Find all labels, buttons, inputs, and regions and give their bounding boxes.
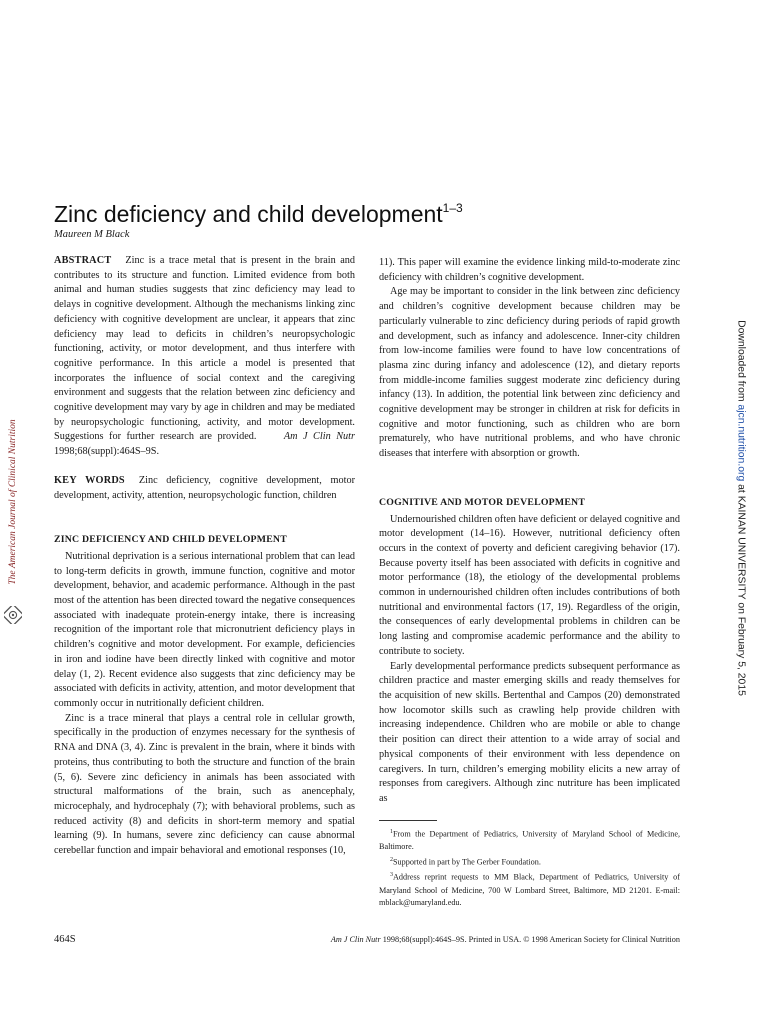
abstract-citation-details: 1998;68(suppl):464S–9S. xyxy=(54,446,160,458)
footnote-text: Address reprint requests to MM Black, Department of Pediatrics, University of Maryland School of Medicine, 700 W Lombard Street, Baltimore, MD 21201. E-mail: mblack@umaryland.edu. xyxy=(379,872,680,908)
download-notice-prefix: Downloaded from xyxy=(735,320,747,405)
footnote-text: From the Department of Pediatrics, University of Maryland School of Medicine, Baltimore. xyxy=(379,829,680,852)
journal-name: The American Journal of Clinical Nutrition xyxy=(8,419,18,585)
body-paragraph: Nutritional deprivation is a serious international problem that can lead to long-term deficits in growth, immune function, cognitive and motor development, behavior, and academic performance. Although in the past most of the attention has been directed toward the negative consequences associated with inadequate protein-energy intake, there is increasing recognition of the important role that micronutrient deficiency plays in children’s cognitive and motor development. For example, deficiencies in iron and iodine have been directly linked with cognitive and motor delay (1, 2). Recent evidence also suggests that zinc deficiency may be associated with deficits in activity, attention, and motor development that commonly occur in nutritionally deficient children. xyxy=(54,550,355,709)
article-title xyxy=(54,201,694,228)
download-notice xyxy=(736,320,747,696)
journal-name-sidebar xyxy=(4,402,22,602)
keywords-text: Zinc deficiency, cognitive development, motor development, activity, attention, neuropsychologic function, children xyxy=(54,474,355,501)
page-number: 464S xyxy=(54,934,76,945)
footnote-divider xyxy=(379,820,437,821)
footnote-marker: 1 xyxy=(390,829,393,835)
footnote-1 xyxy=(379,826,680,854)
abstract xyxy=(54,254,355,460)
footnote-3 xyxy=(379,869,680,910)
keywords xyxy=(54,474,355,503)
title-text: Zinc deficiency and child development xyxy=(54,201,443,228)
download-notice-suffix: at KAINAN UNIVERSITY on February 5, 2015 xyxy=(735,481,747,696)
body-paragraph: Early developmental performance predicts subsequent performance as children practice and master emerging skills and ready themselves for the acquisition of new skills. Bertenthal and Campos (20) demonstrated how locomotor skills such as crawling help provide children with increasing independence. Children who are mobile or able to change their position can direct their attention to a wide array of social and physical components of their environment with less dependence on caregivers. In turn, children’s emerging mobility elicits a new array of responses from caregivers. Although zinc nutriture has been implicated as xyxy=(379,660,680,804)
left-column xyxy=(54,254,355,859)
keywords-label: KEY WORDS xyxy=(54,474,125,486)
section-heading-zinc-deficiency: ZINC DEFICIENCY AND CHILD DEVELOPMENT xyxy=(54,534,287,546)
body-paragraph: Zinc is a trace mineral that plays a central role in cellular growth, specifically in the production of enzymes necessary for the synthesis of RNA and DNA (3, 4). Zinc is prevalent in the brain, where it binds with proteins, thus contributing to both the structure and function of the brain (5, 6). Severe zinc deficiency in animals has been associated with structural malformations of the brain, such as anencephaly, microcephaly, and hydrocephaly (7); with behavioral problems, such as reduced activity (8) and deficits in short-term memory and spatial learning (9). In humans, severe zinc deficiency can cause abnormal cerebellar function and impair behavioral and emotional responses (10, xyxy=(54,712,355,857)
running-footer xyxy=(240,935,680,944)
title-footnote-marks: 1–3 xyxy=(442,201,463,216)
footer-details: 1998;68(suppl):464S–9S. Printed in USA. © 1998 American Society for Clinical Nutrition xyxy=(382,935,680,944)
body-paragraph: Age may be important to consider in the link between zinc deficiency and children’s cognitive development because children may be particularly vulnerable to zinc deficiency during periods of rapid growth and development, such as infancy and adolescence. Inner-city children from low-income families were found to have low concentrations of plasma zinc during infancy and adolescence (12), and dietary reports from middle-income families suggest moderate zinc deficiency during infancy (13). In addition, the potential link between zinc deficiency and cognitive development may be stronger in children at risk for deficits in cognitive and motor functioning, such as children who are born prematurely, who have nutritional problems, and who have chronic diseases that interfere with absorption or growth. xyxy=(379,286,680,460)
footnotes xyxy=(379,826,680,910)
footnote-2 xyxy=(379,854,680,869)
footnote-text: Supported in part by The Gerber Foundation. xyxy=(393,857,541,867)
section-heading-cognitive-motor: COGNITIVE AND MOTOR DEVELOPMENT xyxy=(379,496,586,508)
abstract-text: Zinc is a trace metal that is present in the brain and contributes to its structure and function. Limited evidence from both animal and human studies suggests that zinc deficiency may lead to delays in cognitive development. Although the mechanisms linking zinc deficiency with cognitive development are unclear, it appears that zinc deficiency may lead to deficits in children’s neuropsychologic functioning, activity, or motor development, and thus interfere with cognitive performance. In this article a model is presented that incorporates the influence of social context and the caregiving environment and suggests that the relation between zinc deficiency and cognitive development may vary by age in children and may be mediated by neuropsychologic functioning, activity, and motor development. Suggestions for further research are provided. xyxy=(54,255,355,443)
source-link[interactable]: ajcn.nutrition.org xyxy=(735,404,747,482)
footnote-marker: 3 xyxy=(390,872,393,879)
footer-journal: Am J Clin Nutr xyxy=(330,935,381,944)
abstract-label: ABSTRACT xyxy=(54,255,112,266)
body-paragraph: Undernourished children often have deficient or delayed cognitive and motor development (14–16). However, nutritional deficiency often occurs in the context of poverty and deficient caregiving behavior (17). Because poverty itself has been associated with deficits in cognitive and motor performance (18), the etiology of the developmental problems common in undernourished children often includes contributions of both nutritional and environmental factors (17, 19). Regardless of the origin, the consequences of early developmental problems in children can be long lasting and compromise academic performance and the ability to contribute to society. xyxy=(379,513,680,657)
journal-seal-icon xyxy=(4,606,22,624)
abstract-citation-journal: Am J Clin Nutr xyxy=(283,431,355,443)
right-column xyxy=(379,256,680,807)
footnote-marker: 2 xyxy=(390,856,393,863)
body-paragraph: 11). This paper will examine the evidence linking mild-to-moderate zinc deficiency with children’s cognitive development. xyxy=(379,257,680,283)
author-name: Maureen M Black xyxy=(54,229,130,240)
download-notice-sidebar xyxy=(731,316,751,700)
